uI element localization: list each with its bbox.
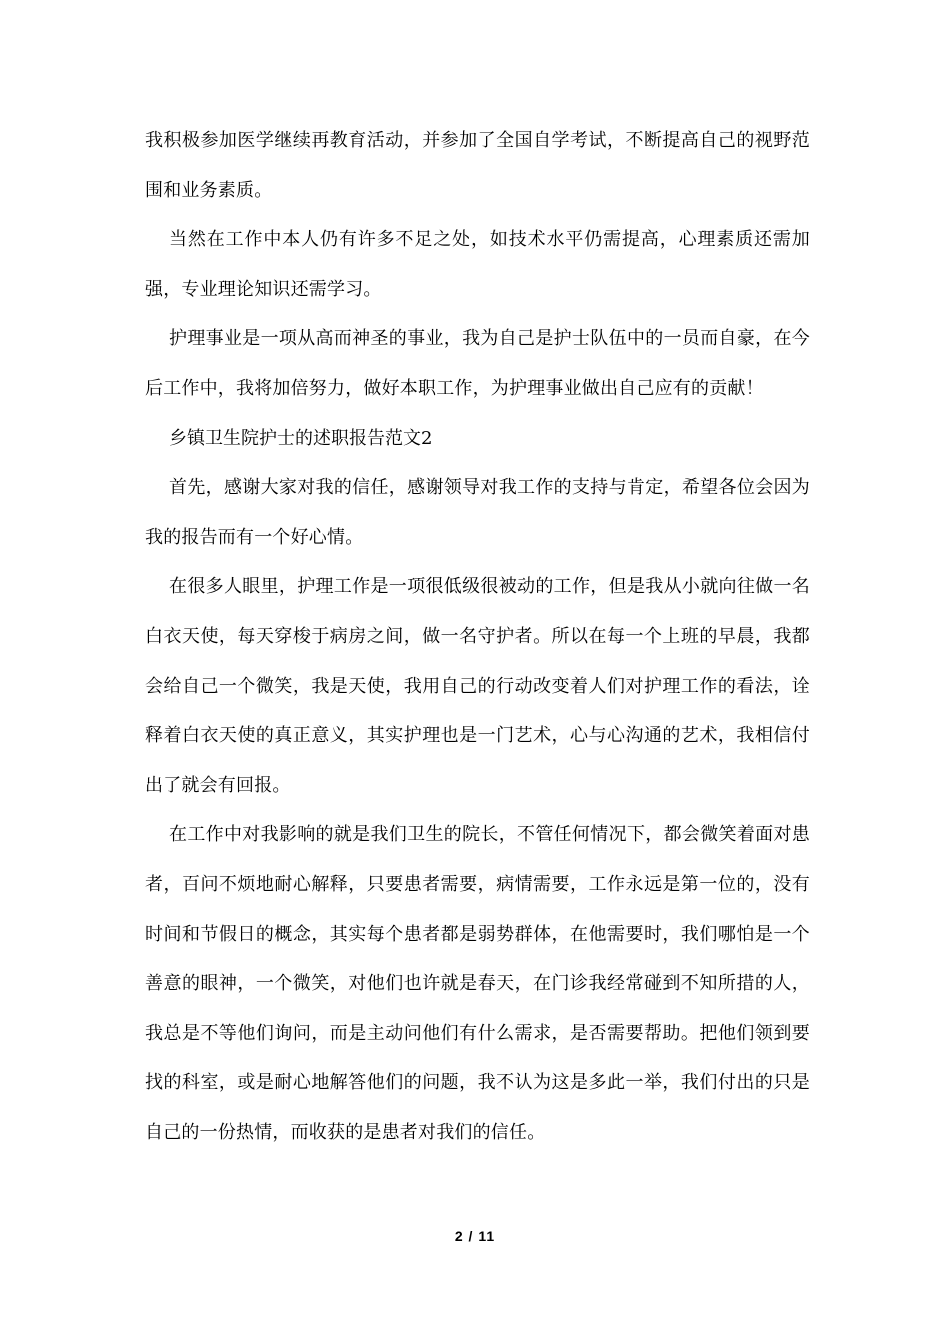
paragraph-thanks: 首先，感谢大家对我的信任，感谢领导对我工作的支持与肯定，希望各位会因为我的报告而有一个好心情。 — [145, 477, 810, 548]
paragraph-angel: 在很多人眼里，护理工作是一项很低级很被动的工作，但是我从小就向往做一名白衣天使，每天穿梭于病房之间，做一名守护者。所以在每一个上班的早晨，我都会给自己一个微笑，我是天使，我用自己的行动改变着人们对护理工作的看法，诠释着白衣天使的真正意义，其实护理也是一门艺术，心与心沟通的艺术，我相信付出了就会有回报。 — [145, 576, 810, 796]
page-number: 2 / 11 — [454, 1228, 496, 1244]
section-heading: 乡镇卫生院护士的述职报告范文2 — [169, 427, 433, 449]
paragraph-nursing-career: 护理事业是一项从高而神圣的事业，我为自己是护士队伍中的一员而自豪，在今后工作中，我将加倍努力，做好本职工作，为护理事业做出自己应有的贡献！ — [145, 328, 810, 399]
paragraph-director: 在工作中对我影响的就是我们卫生的院长，不管任何情况下，都会微笑着面对患者，百问不烦地耐心解释，只要患者需要，病情需要，工作永远是第一位的，没有时间和节假日的概念，其实每个患者都是弱势群体，在他需要时，我们哪怕是一个善意的眼神，一个微笑，对他们也许就是春天，在门诊我经常碰到不知所措的人，我总是不等他们询问，而是主动问他们有什么需求，是否需要帮助。把他们领到要找的科室，或是耐心地解答他们的问题，我不认为这是多此一举，我们付出的只是自己的一份热情，而收获的是患者对我们的信任。 — [145, 824, 810, 1143]
document-body — [145, 116, 810, 1157]
paragraph-shortcomings: 当然在工作中本人仍有许多不足之处，如技术水平仍需提高，心理素质还需加强，专业理论知识还需学习。 — [145, 229, 810, 300]
paragraph-continuing: 我积极参加医学继续再教育活动，并参加了全国自学考试，不断提高自己的视野范围和业务素质。 — [145, 130, 810, 201]
